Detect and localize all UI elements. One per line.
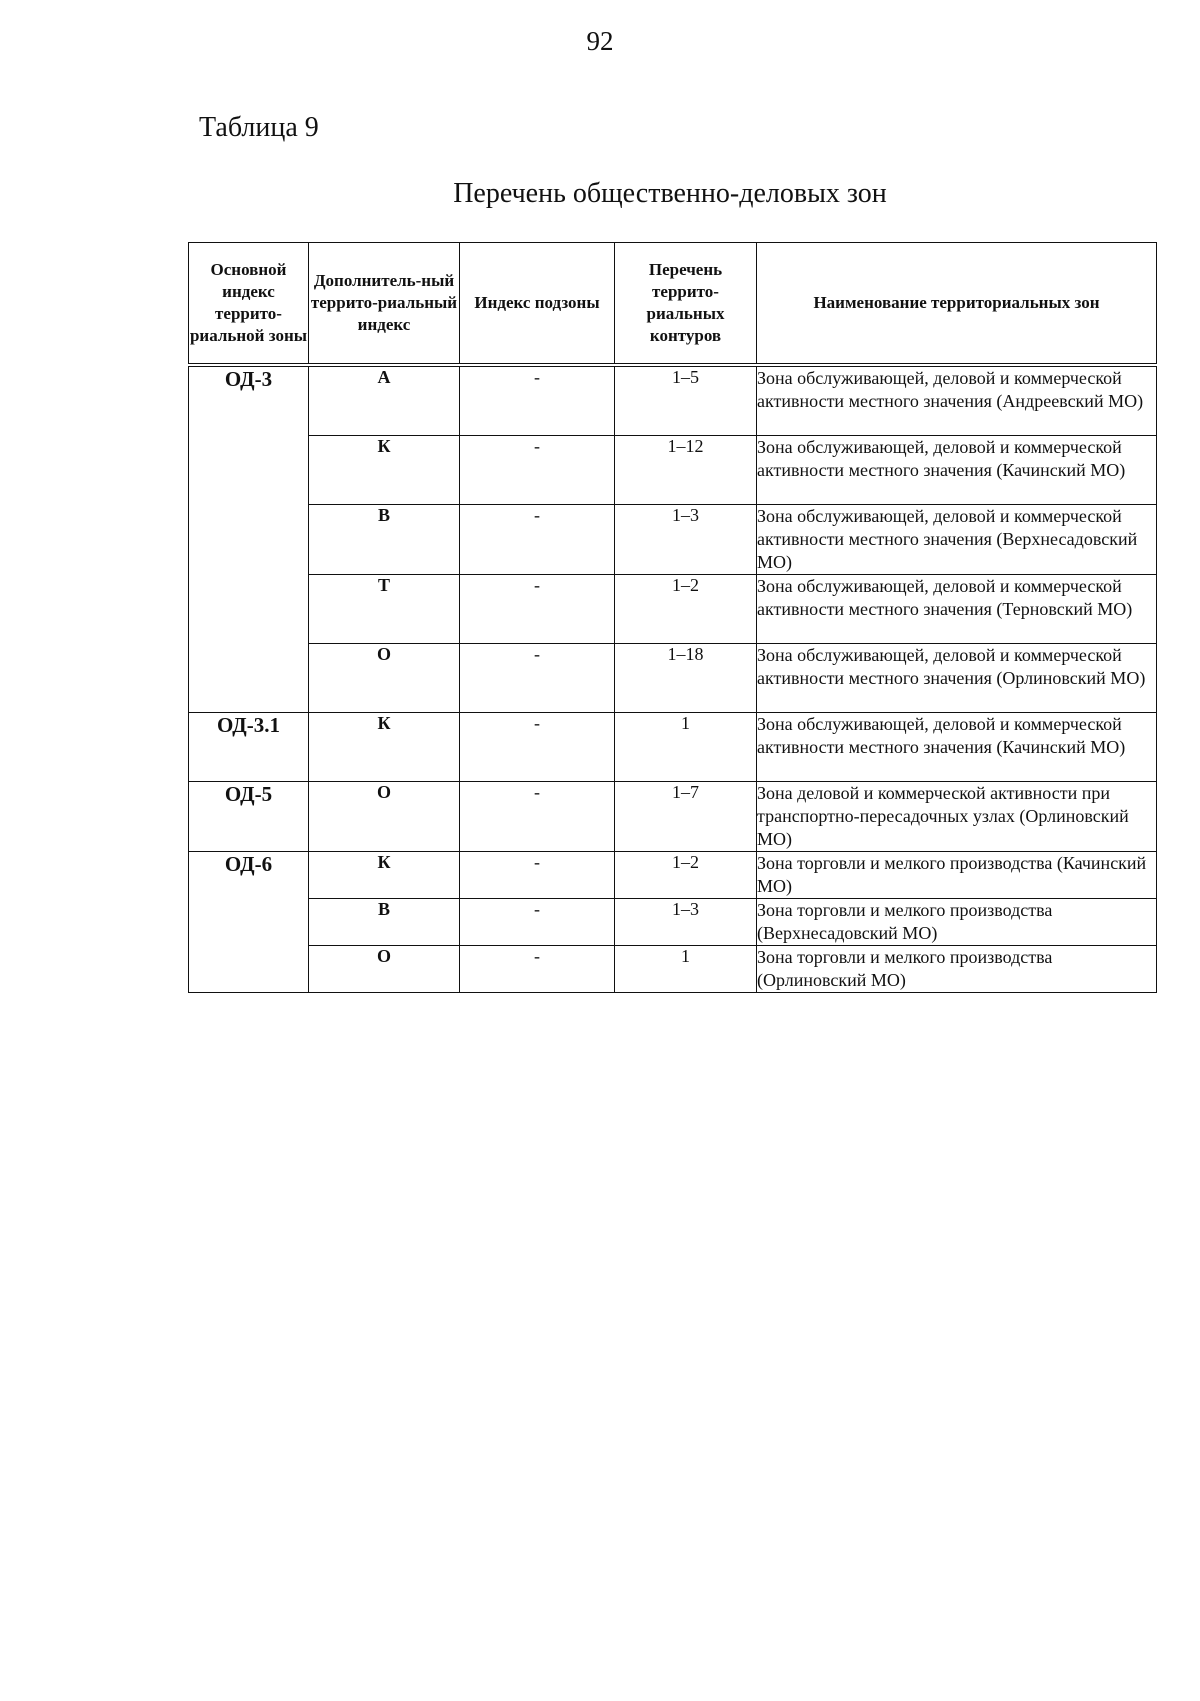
additional-index-cell: О xyxy=(309,946,460,993)
contours-cell: 1–18 xyxy=(615,644,757,713)
main-index-cell: ОД-5 xyxy=(189,782,309,852)
subzone-index-cell: - xyxy=(460,436,615,505)
header-main-index: Основной индекс террито-риальной зоны xyxy=(189,243,309,366)
table-row xyxy=(189,436,1157,505)
table-row xyxy=(189,946,1157,993)
table-row xyxy=(189,575,1157,644)
subzone-index-cell: - xyxy=(460,899,615,946)
additional-index-cell: В xyxy=(309,899,460,946)
table-row xyxy=(189,782,1157,852)
table-row xyxy=(189,505,1157,575)
main-index-cell: ОД-6 xyxy=(189,852,309,993)
additional-index-cell: О xyxy=(309,782,460,852)
subzone-index-cell: - xyxy=(460,644,615,713)
subzone-index-cell: - xyxy=(460,575,615,644)
table-row xyxy=(189,365,1157,436)
zone-name-cell: Зона обслуживающей, деловой и коммерческой активности местного значения (Андреевский МО) xyxy=(757,365,1157,436)
table-title: Перечень общественно-деловых зон xyxy=(453,178,887,209)
contours-cell: 1–2 xyxy=(615,852,757,899)
table-row xyxy=(189,852,1157,899)
additional-index-cell: К xyxy=(309,713,460,782)
header-zone-name: Наименование территориальных зон xyxy=(757,243,1157,366)
contours-cell: 1–3 xyxy=(615,505,757,575)
header-subzone-index: Индекс подзоны xyxy=(460,243,615,366)
table-row xyxy=(189,644,1157,713)
additional-index-cell: К xyxy=(309,852,460,899)
contours-cell: 1–7 xyxy=(615,782,757,852)
additional-index-cell: А xyxy=(309,365,460,436)
zone-name-cell: Зона торговли и мелкого производства (Качинский МО) xyxy=(757,852,1157,899)
zones-table xyxy=(188,242,1157,993)
zone-name-cell: Зона торговли и мелкого производства (Орлиновский МО) xyxy=(757,946,1157,993)
table-header-row xyxy=(189,243,1157,366)
zone-name-cell: Зона торговли и мелкого производства (Верхнесадовский МО) xyxy=(757,899,1157,946)
subzone-index-cell: - xyxy=(460,782,615,852)
main-index-cell: ОД-3 xyxy=(189,365,309,713)
additional-index-cell: К xyxy=(309,436,460,505)
contours-cell: 1–3 xyxy=(615,899,757,946)
zone-name-cell: Зона деловой и коммерческой активности при транспортно-пересадочных узлах (Орлиновский МО) xyxy=(757,782,1157,852)
table-caption: Таблица 9 xyxy=(199,112,319,143)
additional-index-cell: Т xyxy=(309,575,460,644)
additional-index-cell: В xyxy=(309,505,460,575)
subzone-index-cell: - xyxy=(460,365,615,436)
contours-cell: 1 xyxy=(615,713,757,782)
zone-name-cell: Зона обслуживающей, деловой и коммерческой активности местного значения (Качинский МО) xyxy=(757,436,1157,505)
contours-cell: 1–5 xyxy=(615,365,757,436)
contours-cell: 1–2 xyxy=(615,575,757,644)
subzone-index-cell: - xyxy=(460,713,615,782)
contours-cell: 1–12 xyxy=(615,436,757,505)
main-index-cell: ОД-3.1 xyxy=(189,713,309,782)
zone-name-cell: Зона обслуживающей, деловой и коммерческой активности местного значения (Верхнесадовский МО) xyxy=(757,505,1157,575)
contours-cell: 1 xyxy=(615,946,757,993)
additional-index-cell: О xyxy=(309,644,460,713)
zone-name-cell: Зона обслуживающей, деловой и коммерческой активности местного значения (Орлиновский МО) xyxy=(757,644,1157,713)
zone-name-cell: Зона обслуживающей, деловой и коммерческой активности местного значения (Терновский МО) xyxy=(757,575,1157,644)
table-row xyxy=(189,899,1157,946)
header-additional-index: Дополнитель-ный террито-риальный индекс xyxy=(309,243,460,366)
zone-name-cell: Зона обслуживающей, деловой и коммерческой активности местного значения (Качинский МО) xyxy=(757,713,1157,782)
subzone-index-cell: - xyxy=(460,505,615,575)
subzone-index-cell: - xyxy=(460,946,615,993)
subzone-index-cell: - xyxy=(460,852,615,899)
page-number: 92 xyxy=(586,26,614,56)
table-row xyxy=(189,713,1157,782)
header-contours: Перечень террито-риальных контуров xyxy=(615,243,757,366)
